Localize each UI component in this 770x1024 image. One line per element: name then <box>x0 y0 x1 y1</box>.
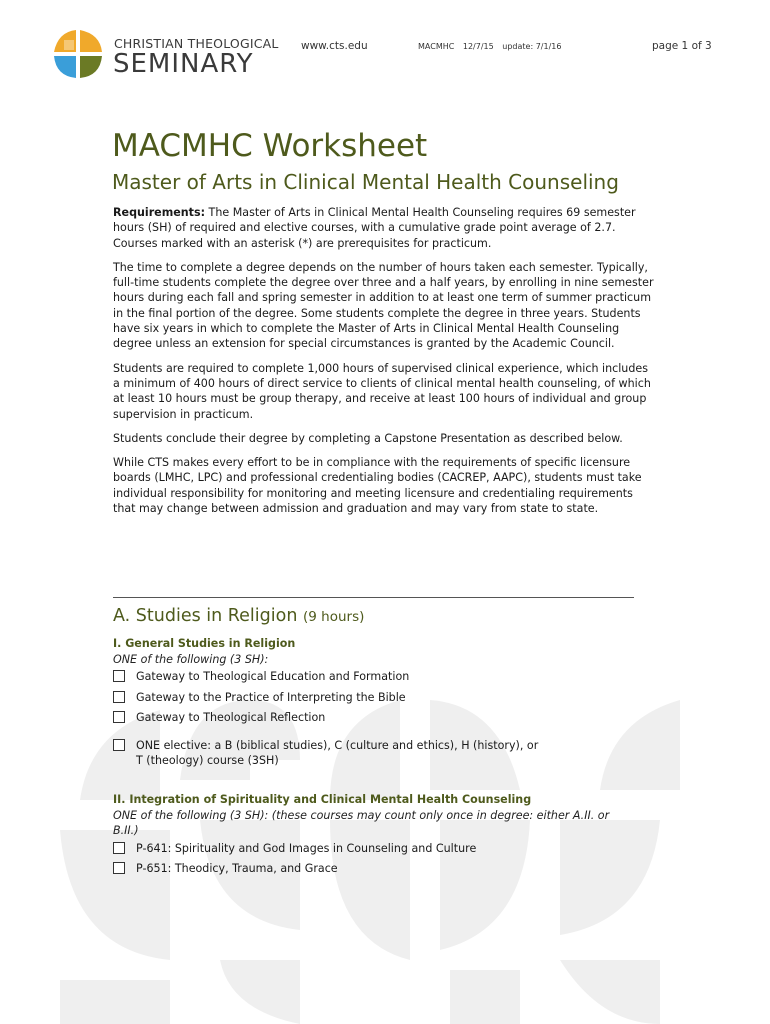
section-a-heading <box>113 606 364 626</box>
requirements-text: The Master of Arts in Clinical Mental Health Counseling requires 69 semester hours (SH) of required and elective courses, with a cumulative grade point average of 2.7. Courses marked with an asterisk (*) are prerequisites for practicum. <box>113 206 636 250</box>
clinical-hours-paragraph: Students are required to complete 1,000 hours of supervised clinical experience, which includes a minimum of 400 hours of direct service to clients of clinical mental health counseling, of which at least 10 hours must be group therapy, and receive at least 100 hours of individual and group supervision in practicum. <box>113 361 651 421</box>
duration-paragraph: The time to complete a degree depends on the number of hours taken each semester. Typically, full-time students complete the degree over three and a half years, by enrolling in nine semester hours during each fall and spring semester in addition to at least one term of summer practicum in the final portion of the degree. Some students complete the degree in three years. Students have six years in which to complete the Master of Arts in Clinical Mental Health Counseling degree unless an extension for special circumstances is granted by the Academic Council. <box>113 260 654 351</box>
subsection-integration <box>113 792 633 877</box>
header-meta <box>418 42 567 51</box>
subsection-2-heading: II. Integration of Spirituality and Clinical Mental Health Counseling <box>113 793 532 806</box>
capstone-paragraph: Students conclude their degree by completing a Capstone Presentation as described below. <box>113 431 623 445</box>
course-label: Gateway to Theological Education and Formation <box>136 670 410 683</box>
subsection-1-heading: I. General Studies in Religion <box>113 637 296 650</box>
logo-text-main: SEMINARY <box>113 49 254 79</box>
course-item[interactable] <box>113 669 653 685</box>
licensure-paragraph: While CTS makes every effort to be in compliance with the requirements of specific licensure boards (LMHC, LPC) and professional credentialing bodies (CACREP, AAPC), students must take individual responsibility for monitoring and meeting licensure and credentialing requirements that may change between admission and graduation and may vary from state to state. <box>113 456 642 516</box>
course-label: P-651: Theodicy, Trauma, and Grace <box>136 862 338 875</box>
course-checkbox[interactable] <box>113 862 125 874</box>
section-a-title: A. Studies in Religion <box>113 606 298 626</box>
header-update: update: 7/1/16 <box>502 42 562 51</box>
page-title: MACMHC Worksheet <box>112 128 428 164</box>
elective-item[interactable] <box>113 738 543 769</box>
cross-logo-icon <box>50 26 106 82</box>
course-label: Gateway to Theological Reflection <box>136 711 326 724</box>
elective-label: ONE elective: a B (biblical studies), C (culture and ethics), H (history), or T (theology) course (3SH) <box>136 738 539 767</box>
course-checkbox[interactable] <box>113 670 125 682</box>
course-item[interactable] <box>113 690 653 706</box>
course-item[interactable] <box>113 841 633 857</box>
seminary-logo <box>50 26 280 84</box>
header-date: 12/7/15 <box>462 42 494 51</box>
course-checkbox[interactable] <box>113 842 125 854</box>
course-label: Gateway to the Practice of Interpreting the Bible <box>136 690 406 704</box>
subsection-2-instruction: ONE of the following (3 SH): (these courses may count only once in degree: either A.II. or B.II.) <box>113 808 610 837</box>
subsection-general-studies <box>113 636 653 769</box>
requirements-label: Requirements: <box>113 206 206 219</box>
logo-text-top: CHRISTIAN THEOLOGICAL <box>114 36 279 51</box>
section-divider <box>113 597 634 598</box>
subsection-1-instruction: ONE of the following (3 SH): <box>113 652 269 666</box>
page-subtitle: Master of Arts in Clinical Mental Health Counseling <box>112 170 619 194</box>
course-item[interactable] <box>113 861 633 877</box>
header-url[interactable]: www.cts.edu <box>301 40 368 52</box>
elective-checkbox[interactable] <box>113 739 125 751</box>
intro-text <box>113 205 658 525</box>
page-number: page 1 of 3 <box>652 40 712 52</box>
requirements-paragraph <box>113 205 658 251</box>
course-checkbox[interactable] <box>113 711 125 723</box>
course-label: P-641: Spirituality and God Images in Counseling and Culture <box>136 841 477 855</box>
section-a-hours: (9 hours) <box>303 609 365 625</box>
header-code: MACMHC <box>418 42 455 51</box>
course-item[interactable] <box>113 710 653 726</box>
course-checkbox[interactable] <box>113 691 125 703</box>
